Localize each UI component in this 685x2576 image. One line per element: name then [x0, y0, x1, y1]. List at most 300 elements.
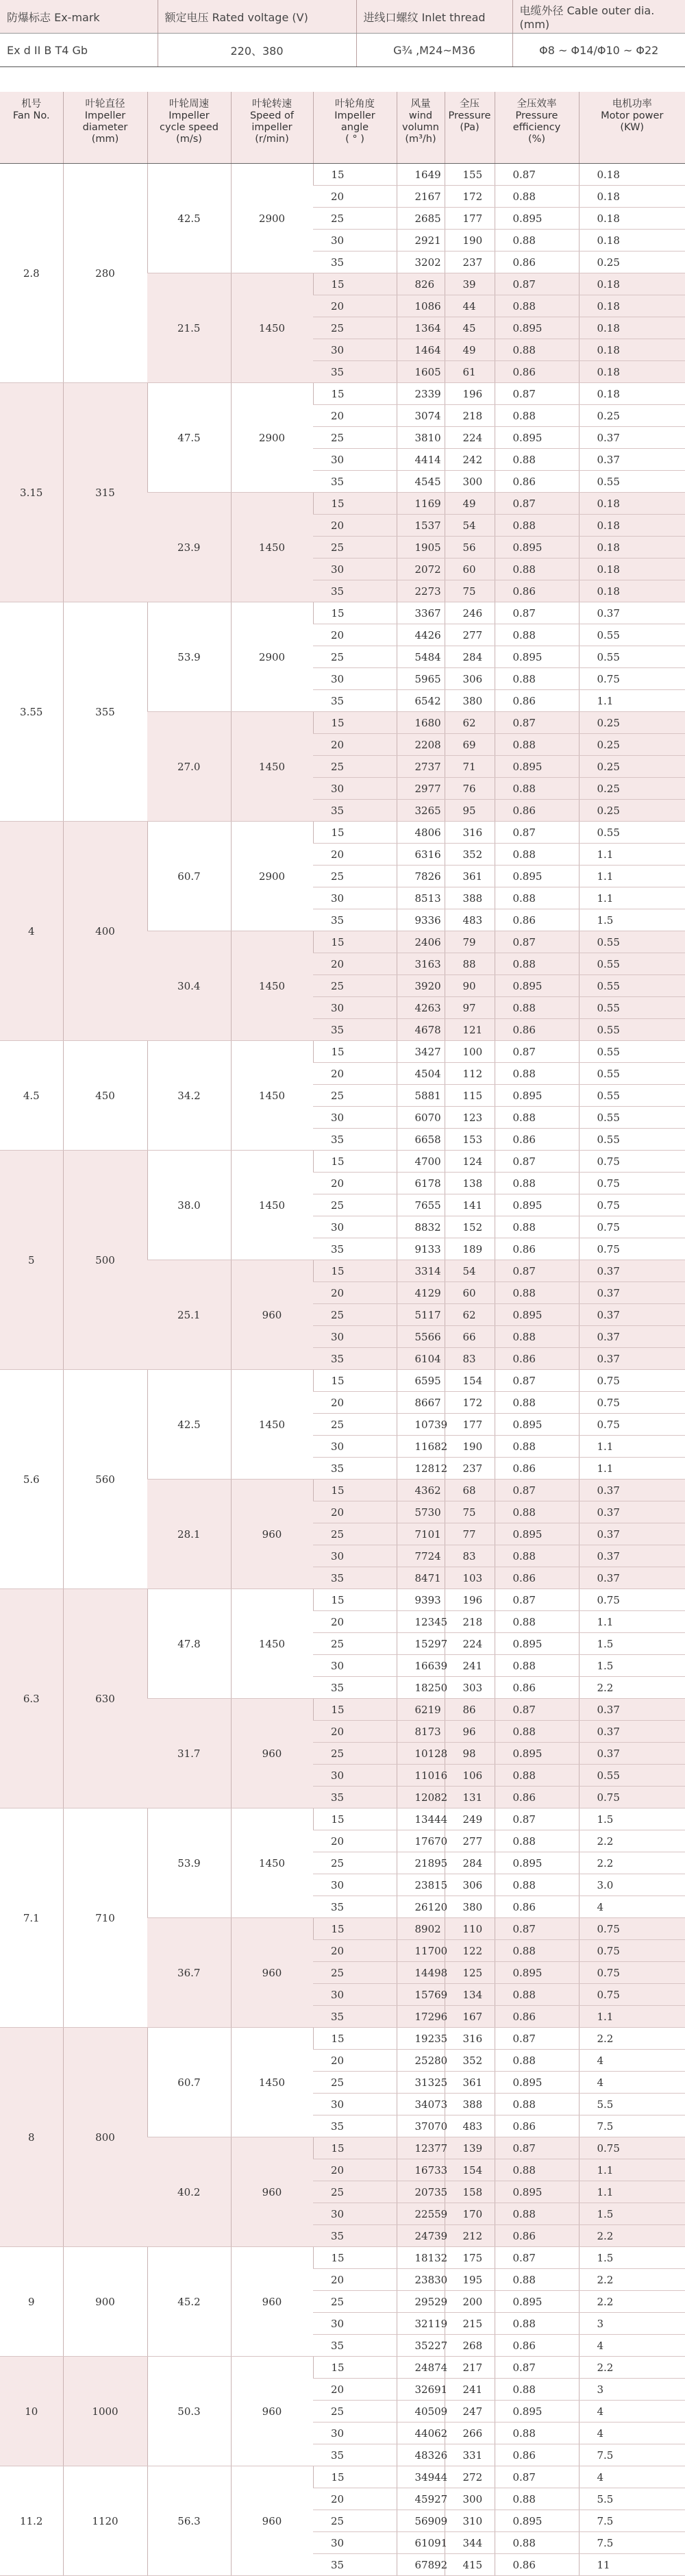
pressure-cell: 49 [445, 493, 495, 515]
column-header-line: 机号 [21, 99, 42, 110]
efficiency-cell: 0.88 [495, 2050, 579, 2072]
efficiency-cell: 0.86 [495, 1129, 579, 1151]
motor-power-cell: 1.1 [579, 844, 685, 866]
impeller-angle-cell: 25 [313, 2291, 397, 2313]
wind-volume-cell: 1605 [397, 361, 445, 383]
wind-volume-cell: 1086 [397, 295, 445, 317]
fan-no-cell: 11.2 [0, 2466, 63, 2576]
impeller-angle-cell: 35 [313, 361, 397, 383]
impeller-angle-cell: 25 [313, 1194, 397, 1216]
impeller-diameter-cell: 800 [63, 2028, 147, 2247]
impeller-angle-cell: 30 [313, 997, 397, 1019]
motor-power-cell: 0.18 [579, 383, 685, 405]
rpm-cell: 960 [231, 2357, 313, 2466]
motor-power-cell: 1.1 [579, 887, 685, 909]
pressure-cell: 277 [445, 1830, 495, 1852]
wind-volume-cell: 1680 [397, 712, 445, 734]
wind-volume-cell: 34944 [397, 2466, 445, 2488]
cycle-speed-cell: 31.7 [147, 1699, 231, 1808]
impeller-angle-cell: 15 [313, 383, 397, 405]
pressure-cell: 190 [445, 230, 495, 252]
motor-power-cell: 0.37 [579, 1304, 685, 1326]
impeller-diameter-cell: 1000 [63, 2357, 147, 2466]
efficiency-cell: 0.86 [495, 252, 579, 273]
table-row [0, 602, 685, 624]
rpm-cell: 1450 [231, 931, 313, 1041]
wind-volume-cell: 13444 [397, 1808, 445, 1830]
fan-no-cell: 8 [0, 2028, 63, 2247]
wind-volume-cell: 9393 [397, 1589, 445, 1611]
cycle-speed-cell: 36.7 [147, 1918, 231, 2028]
wind-volume-cell: 8513 [397, 887, 445, 909]
impeller-angle-cell: 25 [313, 1523, 397, 1545]
pressure-cell: 303 [445, 1677, 495, 1699]
col-impeller-angle [313, 92, 397, 164]
motor-power-cell: 0.18 [579, 537, 685, 559]
motor-power-cell: 1.1 [579, 2159, 685, 2181]
impeller-angle-cell: 25 [313, 1962, 397, 1984]
table-row [0, 2357, 685, 2379]
efficiency-cell: 0.88 [495, 1107, 579, 1129]
impeller-angle-cell: 15 [313, 1589, 397, 1611]
motor-power-cell: 0.37 [579, 1282, 685, 1304]
motor-power-cell: 0.18 [579, 186, 685, 208]
wind-volume-cell: 4700 [397, 1151, 445, 1173]
motor-power-cell: 0.75 [579, 1940, 685, 1962]
wind-volume-cell: 56909 [397, 2510, 445, 2532]
pressure-cell: 125 [445, 1962, 495, 1984]
fan-no-cell: 5 [0, 1151, 63, 1370]
efficiency-cell: 0.895 [495, 1304, 579, 1326]
efficiency-cell: 0.87 [495, 822, 579, 844]
table-row [0, 1808, 685, 1830]
impeller-diameter-cell: 560 [63, 1370, 147, 1589]
wind-volume-cell: 6178 [397, 1173, 445, 1194]
pressure-cell: 110 [445, 1918, 495, 1940]
motor-power-cell: 0.55 [579, 1107, 685, 1129]
efficiency-cell: 0.895 [495, 756, 579, 778]
column-header-line: 叶轮角度 [335, 99, 375, 110]
efficiency-cell: 0.895 [495, 537, 579, 559]
column-header-line: Impeller [84, 110, 126, 121]
motor-power-cell: 1.1 [579, 866, 685, 887]
motor-power-cell: 1.5 [579, 909, 685, 931]
impeller-angle-cell: 20 [313, 2159, 397, 2181]
wind-volume-cell: 1464 [397, 339, 445, 361]
impeller-angle-cell: 20 [313, 2050, 397, 2072]
cycle-speed-cell: 45.2 [147, 2247, 231, 2357]
impeller-angle-cell: 35 [313, 1238, 397, 1260]
motor-power-cell: 0.55 [579, 953, 685, 975]
impeller-angle-cell: 25 [313, 975, 397, 997]
pressure-cell: 177 [445, 1414, 495, 1436]
motor-power-cell: 2.2 [579, 1677, 685, 1699]
efficiency-cell: 0.88 [495, 2422, 579, 2444]
cycle-speed-cell: 21.5 [147, 273, 231, 383]
impeller-angle-cell: 15 [313, 1260, 397, 1282]
motor-power-cell: 0.75 [579, 1787, 685, 1808]
pressure-cell: 122 [445, 1940, 495, 1962]
motor-power-cell: 0.55 [579, 931, 685, 953]
motor-power-cell: 0.18 [579, 230, 685, 252]
impeller-angle-cell: 25 [313, 427, 397, 449]
impeller-diameter-cell: 1120 [63, 2466, 147, 2576]
impeller-angle-cell: 30 [313, 2094, 397, 2115]
rpm-cell: 960 [231, 1480, 313, 1589]
efficiency-cell: 0.895 [495, 2181, 579, 2203]
impeller-diameter-cell: 450 [63, 1041, 147, 1151]
impeller-angle-cell: 20 [313, 734, 397, 756]
wind-volume-cell: 67892 [397, 2554, 445, 2576]
col-impeller-rpm [231, 92, 313, 164]
motor-power-cell: 2.2 [579, 1852, 685, 1874]
motor-power-cell: 0.37 [579, 1545, 685, 1567]
efficiency-cell: 0.88 [495, 778, 579, 800]
spec-header-table [0, 0, 685, 67]
motor-power-cell: 0.55 [579, 471, 685, 493]
efficiency-cell: 0.88 [495, 2313, 579, 2335]
pressure-cell: 54 [445, 1260, 495, 1282]
efficiency-cell: 0.86 [495, 2006, 579, 2028]
pressure-cell: 177 [445, 208, 495, 230]
table-row [0, 1041, 685, 1063]
wind-volume-cell: 15297 [397, 1633, 445, 1655]
pressure-cell: 77 [445, 1523, 495, 1545]
impeller-angle-cell: 15 [313, 1918, 397, 1940]
rpm-cell: 1450 [231, 493, 313, 602]
wind-volume-cell: 4414 [397, 449, 445, 471]
wind-volume-cell: 1364 [397, 317, 445, 339]
motor-power-cell: 1.1 [579, 2006, 685, 2028]
efficiency-cell: 0.87 [495, 273, 579, 295]
impeller-angle-cell: 35 [313, 690, 397, 712]
motor-power-cell: 0.37 [579, 1699, 685, 1721]
efficiency-cell: 0.895 [495, 646, 579, 668]
motor-power-cell: 0.75 [579, 1962, 685, 1984]
pressure-cell: 45 [445, 317, 495, 339]
pressure-cell: 56 [445, 537, 495, 559]
wind-volume-cell: 4129 [397, 1282, 445, 1304]
col-fan-no [0, 92, 63, 164]
wind-volume-cell: 61091 [397, 2532, 445, 2554]
col-impeller-diameter [63, 92, 147, 164]
efficiency-cell: 0.88 [495, 186, 579, 208]
wind-volume-cell: 1905 [397, 537, 445, 559]
efficiency-cell: 0.88 [495, 449, 579, 471]
efficiency-cell: 0.87 [495, 1808, 579, 1830]
motor-power-cell: 1.5 [579, 2203, 685, 2225]
efficiency-cell: 0.86 [495, 1677, 579, 1699]
efficiency-cell: 0.88 [495, 997, 579, 1019]
motor-power-cell: 0.75 [579, 668, 685, 690]
impeller-angle-cell: 30 [313, 2313, 397, 2335]
efficiency-cell: 0.895 [495, 866, 579, 887]
motor-power-cell: 0.25 [579, 712, 685, 734]
impeller-angle-cell: 20 [313, 2269, 397, 2291]
wind-volume-cell: 35227 [397, 2335, 445, 2357]
impeller-angle-cell: 20 [313, 1940, 397, 1962]
motor-power-cell: 0.25 [579, 252, 685, 273]
efficiency-cell: 0.87 [495, 1589, 579, 1611]
impeller-angle-cell: 20 [313, 1063, 397, 1085]
pressure-cell: 415 [445, 2554, 495, 2576]
motor-power-cell: 2.2 [579, 2028, 685, 2050]
pressure-cell: 131 [445, 1787, 495, 1808]
efficiency-cell: 0.88 [495, 844, 579, 866]
impeller-diameter-cell: 400 [63, 822, 147, 1041]
pressure-cell: 172 [445, 186, 495, 208]
efficiency-cell: 0.895 [495, 2510, 579, 2532]
wind-volume-cell: 9336 [397, 909, 445, 931]
motor-power-cell: 4 [579, 1896, 685, 1918]
impeller-angle-cell: 30 [313, 1107, 397, 1129]
motor-power-cell: 2.2 [579, 2269, 685, 2291]
pressure-cell: 158 [445, 2181, 495, 2203]
wind-volume-cell: 12812 [397, 1458, 445, 1480]
motor-power-cell: 7.5 [579, 2444, 685, 2466]
rpm-cell: 2900 [231, 602, 313, 712]
column-header-line: Impeller [169, 110, 210, 121]
wind-volume-cell: 19235 [397, 2028, 445, 2050]
motor-power-cell: 0.25 [579, 756, 685, 778]
fan-no-cell: 6.3 [0, 1589, 63, 1808]
impeller-angle-cell: 30 [313, 1984, 397, 2006]
wind-volume-cell: 3810 [397, 427, 445, 449]
ex-mark-header: 防爆标志 Ex-mark [0, 0, 158, 34]
table-row [0, 1589, 685, 1611]
explosion-proof-spec-header [0, 0, 685, 66]
impeller-angle-cell: 25 [313, 2401, 397, 2422]
pressure-cell: 153 [445, 1129, 495, 1151]
motor-power-cell: 0.37 [579, 1743, 685, 1765]
inlet-thread-value: G¾ ,M24~M36 [356, 34, 512, 67]
motor-power-cell: 1.5 [579, 2247, 685, 2269]
pressure-cell: 100 [445, 1041, 495, 1063]
wind-volume-cell: 4426 [397, 624, 445, 646]
table-row [0, 1370, 685, 1392]
impeller-angle-cell: 30 [313, 668, 397, 690]
wind-volume-cell: 3265 [397, 800, 445, 822]
rpm-cell: 1450 [231, 1151, 313, 1260]
motor-power-cell: 0.18 [579, 559, 685, 580]
efficiency-cell: 0.87 [495, 493, 579, 515]
fan-no-cell: 5.6 [0, 1370, 63, 1589]
motor-power-cell: 0.18 [579, 295, 685, 317]
wind-volume-cell: 4678 [397, 1019, 445, 1041]
wind-volume-cell: 4263 [397, 997, 445, 1019]
impeller-angle-cell: 15 [313, 1151, 397, 1173]
efficiency-cell: 0.86 [495, 800, 579, 822]
wind-volume-cell: 14498 [397, 1962, 445, 1984]
pressure-cell: 83 [445, 1348, 495, 1370]
efficiency-cell: 0.895 [495, 208, 579, 230]
wind-volume-cell: 6542 [397, 690, 445, 712]
rpm-cell: 1450 [231, 1808, 313, 1918]
motor-power-cell: 4 [579, 2422, 685, 2444]
impeller-angle-cell: 30 [313, 2532, 397, 2554]
col-wind-volume [397, 92, 445, 164]
wind-volume-cell: 5566 [397, 1326, 445, 1348]
wind-volume-cell: 826 [397, 273, 445, 295]
efficiency-cell: 0.87 [495, 2466, 579, 2488]
efficiency-cell: 0.87 [495, 712, 579, 734]
impeller-angle-cell: 15 [313, 164, 397, 186]
motor-power-cell: 2.2 [579, 2225, 685, 2247]
efficiency-cell: 0.88 [495, 1392, 579, 1414]
wind-volume-cell: 6219 [397, 1699, 445, 1721]
wind-volume-cell: 18250 [397, 1677, 445, 1699]
efficiency-cell: 0.88 [495, 2488, 579, 2510]
pressure-cell: 75 [445, 580, 495, 602]
fan-no-cell: 7.1 [0, 1808, 63, 2028]
motor-power-cell: 0.37 [579, 1567, 685, 1589]
impeller-angle-cell: 35 [313, 1896, 397, 1918]
fan-no-cell: 4.5 [0, 1041, 63, 1151]
pressure-cell: 300 [445, 2488, 495, 2510]
impeller-angle-cell: 15 [313, 2247, 397, 2269]
impeller-angle-cell: 20 [313, 405, 397, 427]
impeller-angle-cell: 20 [313, 186, 397, 208]
wind-volume-cell: 4545 [397, 471, 445, 493]
motor-power-cell: 0.55 [579, 1063, 685, 1085]
cycle-speed-cell: 42.5 [147, 1370, 231, 1480]
impeller-diameter-cell: 315 [63, 383, 147, 602]
efficiency-cell: 0.88 [495, 1545, 579, 1567]
motor-power-cell: 1.5 [579, 1655, 685, 1677]
pressure-cell: 106 [445, 1765, 495, 1787]
efficiency-cell: 0.88 [495, 339, 579, 361]
column-header-line: (m³/h) [405, 134, 436, 145]
motor-power-cell: 7.5 [579, 2532, 685, 2554]
wind-volume-cell: 37070 [397, 2115, 445, 2137]
column-header-line: Pressure [448, 110, 491, 121]
impeller-diameter-cell: 500 [63, 1151, 147, 1370]
pressure-cell: 123 [445, 1107, 495, 1129]
impeller-angle-cell: 30 [313, 1545, 397, 1567]
impeller-angle-cell: 20 [313, 1392, 397, 1414]
motor-power-cell: 4 [579, 2072, 685, 2094]
efficiency-cell: 0.87 [495, 1151, 579, 1173]
pressure-cell: 195 [445, 2269, 495, 2291]
impeller-angle-cell: 15 [313, 2357, 397, 2379]
wind-volume-cell: 18132 [397, 2247, 445, 2269]
motor-power-cell: 0.18 [579, 164, 685, 186]
impeller-angle-cell: 25 [313, 2181, 397, 2203]
efficiency-cell: 0.86 [495, 580, 579, 602]
impeller-angle-cell: 35 [313, 2115, 397, 2137]
wind-volume-cell: 6658 [397, 1129, 445, 1151]
pressure-cell: 388 [445, 887, 495, 909]
pressure-cell: 268 [445, 2335, 495, 2357]
fan-no-cell: 2.8 [0, 164, 63, 383]
pressure-cell: 66 [445, 1326, 495, 1348]
wind-volume-cell: 6070 [397, 1107, 445, 1129]
rpm-cell: 1450 [231, 1370, 313, 1480]
pressure-cell: 237 [445, 1458, 495, 1480]
col-impeller-cycle-speed [147, 92, 231, 164]
impeller-angle-cell: 15 [313, 273, 397, 295]
motor-power-cell: 1.5 [579, 1633, 685, 1655]
table-row [0, 2247, 685, 2269]
rpm-cell: 960 [231, 1918, 313, 2028]
efficiency-cell: 0.86 [495, 1787, 579, 1808]
wind-volume-cell: 24739 [397, 2225, 445, 2247]
efficiency-cell: 0.88 [495, 624, 579, 646]
motor-power-cell: 0.18 [579, 580, 685, 602]
impeller-angle-cell: 35 [313, 252, 397, 273]
cycle-speed-cell: 30.4 [147, 931, 231, 1041]
motor-power-cell: 0.55 [579, 624, 685, 646]
pressure-cell: 316 [445, 2028, 495, 2050]
pressure-cell: 300 [445, 471, 495, 493]
efficiency-cell: 0.88 [495, 1216, 579, 1238]
wind-volume-cell: 2339 [397, 383, 445, 405]
impeller-angle-cell: 30 [313, 559, 397, 580]
column-header-line: (mm) [91, 134, 119, 145]
motor-power-cell: 0.55 [579, 1019, 685, 1041]
efficiency-cell: 0.88 [495, 1721, 579, 1743]
efficiency-cell: 0.86 [495, 2115, 579, 2137]
pressure-cell: 284 [445, 646, 495, 668]
motor-power-cell: 0.75 [579, 1984, 685, 2006]
pressure-cell: 249 [445, 1808, 495, 1830]
wind-volume-cell: 9133 [397, 1238, 445, 1260]
motor-power-cell: 5.5 [579, 2094, 685, 2115]
motor-power-cell: 5.5 [579, 2488, 685, 2510]
efficiency-cell: 0.88 [495, 1655, 579, 1677]
rated-voltage-header: 额定电压 Rated voltage (V) [158, 0, 356, 34]
motor-power-cell: 0.75 [579, 1392, 685, 1414]
wind-volume-cell: 6316 [397, 844, 445, 866]
rpm-cell: 1450 [231, 1589, 313, 1699]
wind-volume-cell: 2977 [397, 778, 445, 800]
impeller-angle-cell: 35 [313, 2225, 397, 2247]
rpm-cell: 960 [231, 1260, 313, 1370]
pressure-cell: 141 [445, 1194, 495, 1216]
wind-volume-cell: 2273 [397, 580, 445, 602]
pressure-cell: 200 [445, 2291, 495, 2313]
efficiency-cell: 0.88 [495, 1063, 579, 1085]
wind-volume-cell: 29529 [397, 2291, 445, 2313]
wind-volume-cell: 16639 [397, 1655, 445, 1677]
impeller-angle-cell: 35 [313, 1567, 397, 1589]
wind-volume-cell: 24874 [397, 2357, 445, 2379]
motor-power-cell: 0.37 [579, 1721, 685, 1743]
rpm-cell: 960 [231, 1699, 313, 1808]
rpm-cell: 960 [231, 2466, 313, 2576]
wind-volume-cell: 12345 [397, 1611, 445, 1633]
column-header-line: Motor power [601, 110, 664, 121]
pressure-cell: 380 [445, 1896, 495, 1918]
impeller-angle-cell: 30 [313, 2422, 397, 2444]
impeller-angle-cell: 35 [313, 1019, 397, 1041]
cycle-speed-cell: 42.5 [147, 164, 231, 273]
wind-volume-cell: 12377 [397, 2137, 445, 2159]
wind-volume-cell: 26120 [397, 1896, 445, 1918]
impeller-angle-cell: 25 [313, 537, 397, 559]
pressure-cell: 62 [445, 1304, 495, 1326]
impeller-angle-cell: 25 [313, 646, 397, 668]
efficiency-cell: 0.86 [495, 2444, 579, 2466]
efficiency-cell: 0.88 [495, 1984, 579, 2006]
impeller-angle-cell: 20 [313, 1611, 397, 1633]
impeller-angle-cell: 35 [313, 909, 397, 931]
wind-volume-cell: 4362 [397, 1480, 445, 1501]
pressure-cell: 170 [445, 2203, 495, 2225]
motor-power-cell: 0.75 [579, 2137, 685, 2159]
rpm-cell: 960 [231, 2137, 313, 2247]
pressure-cell: 86 [445, 1699, 495, 1721]
